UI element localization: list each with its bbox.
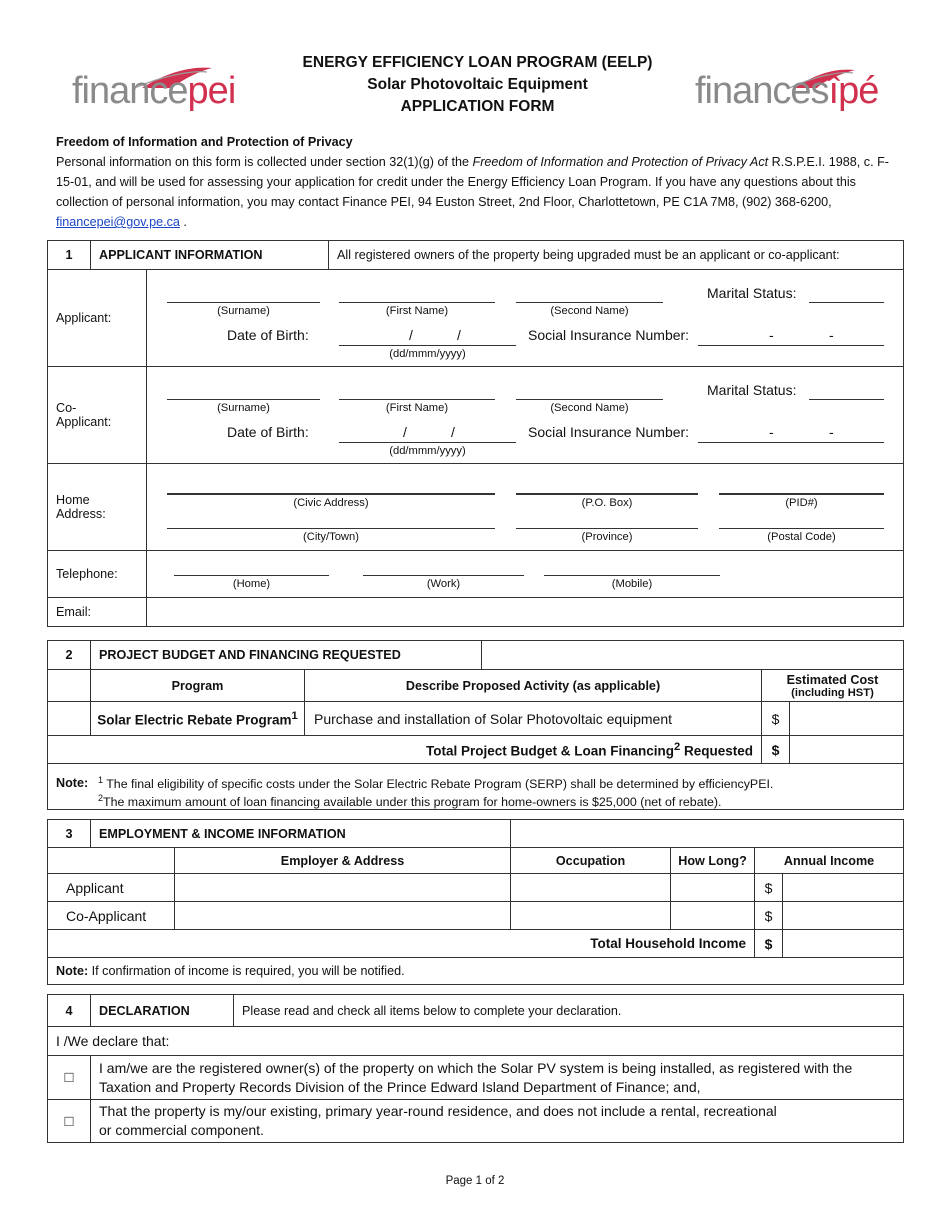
privacy-heading: Freedom of Information and Protection of Privacy <box>56 135 353 149</box>
section-number: 3 <box>48 820 91 848</box>
note-1 <box>98 773 773 791</box>
marital-status-label: Marital Status: <box>707 382 797 398</box>
total-household-income-label: Total Household Income <box>48 930 755 958</box>
applicant-marital-status-field[interactable] <box>809 302 884 305</box>
estimated-cost-field[interactable] <box>790 702 904 736</box>
program-text: Solar Electric Rebate Program <box>97 712 292 728</box>
activity-description: Purchase and installation of Solar Photovoltaic equipment <box>305 702 762 736</box>
title-line-1: ENERGY EFFICIENCY LOAN PROGRAM (EELP) <box>302 54 653 71</box>
home-address-fields <box>147 464 904 551</box>
note-2-sup: 2 <box>98 792 104 803</box>
income-note <box>48 958 904 985</box>
blank-cell <box>48 848 175 874</box>
section-declaration <box>47 994 904 1143</box>
coapplicant-sin-field[interactable] <box>698 442 884 445</box>
row-applicant-label: Applicant <box>48 874 175 902</box>
program-sup: 1 <box>291 709 298 722</box>
row-coapplicant-label: Co-Applicant <box>48 902 175 930</box>
blank-cell <box>48 670 91 702</box>
note-label: Note: <box>56 964 89 978</box>
note-label: Note: <box>56 775 89 790</box>
dob-slash: / <box>409 327 413 343</box>
dob-slash: / <box>451 424 455 440</box>
email-field[interactable] <box>147 598 904 627</box>
blank-cell <box>48 702 91 736</box>
applicant-sin-field[interactable] <box>698 345 884 348</box>
dollar-sign: $ <box>755 874 783 902</box>
applicant-occupation-field[interactable] <box>511 874 671 902</box>
applicant-surname-field[interactable]: (Surname) <box>167 302 320 317</box>
coapplicant-dob-field[interactable]: (dd/mmm/yyyy) <box>339 442 516 457</box>
item-2-line-2: or commercial component. <box>99 1122 264 1138</box>
declaration-item-2 <box>91 1100 904 1143</box>
program-name <box>91 702 305 736</box>
po-box-field[interactable]: (P.O. Box) <box>516 493 698 509</box>
total-label-text: Total Project Budget & Loan Financing <box>425 743 674 759</box>
section-applicant-information <box>47 240 904 627</box>
title-line-3: APPLICATION FORM <box>400 98 555 115</box>
city-field[interactable]: (City/Town) <box>167 528 495 543</box>
logo-text-grey: finances <box>695 70 829 112</box>
work-phone-field[interactable]: (Work) <box>363 575 524 590</box>
section-number: 2 <box>48 641 91 670</box>
dob-label: Date of Birth: <box>227 424 309 440</box>
dob-slash: / <box>403 424 407 440</box>
section-title: DECLARATION <box>91 995 234 1027</box>
telephone-fields <box>147 551 904 598</box>
budget-notes <box>98 773 773 809</box>
privacy-text <box>56 152 896 232</box>
marital-status-label: Marital Status: <box>707 285 797 301</box>
col-annual-income: Annual Income <box>755 848 904 874</box>
budget-note <box>48 764 904 810</box>
applicant-dob-field[interactable]: (dd/mmm/yyyy) <box>339 345 516 360</box>
note-1-sup: 1 <box>98 774 104 785</box>
sin-label: Social Insurance Number: <box>528 424 690 440</box>
logo-text-grey: finance <box>72 70 188 112</box>
coapplicant-label-1: Co- <box>56 401 77 415</box>
sin-dash: - <box>829 424 834 440</box>
note-2 <box>98 791 773 809</box>
postal-code-field[interactable]: (Postal Code) <box>719 528 884 543</box>
total-sup: 2 <box>673 740 681 753</box>
section-title: EMPLOYMENT & INCOME INFORMATION <box>91 820 511 848</box>
dob-slash: / <box>457 327 461 343</box>
coapplicant-occupation-field[interactable] <box>511 902 671 930</box>
total-budget-label <box>48 736 762 764</box>
privacy-tail: . <box>179 215 187 229</box>
applicant-employer-field[interactable] <box>175 874 511 902</box>
dollar-sign: $ <box>755 902 783 930</box>
coapplicant-income-field[interactable] <box>783 902 904 930</box>
income-note-text: If confirmation of income is required, you will be notified. <box>88 964 405 978</box>
section-note: All registered owners of the property being upgraded must be an applicant or co-applicant: <box>329 241 904 270</box>
applicant-how-long-field[interactable] <box>671 874 755 902</box>
note-2-text: The maximum amount of loan financing available under this program for home-owners is $25,000 (net of rebate). <box>103 794 722 809</box>
page-number: Page 1 of 2 <box>445 1175 505 1187</box>
total-budget-field[interactable] <box>790 736 904 764</box>
mobile-phone-field[interactable]: (Mobile) <box>544 575 720 590</box>
applicant-fields <box>147 270 904 367</box>
coapplicant-fields <box>147 367 904 464</box>
home-label-2: Address: <box>56 507 106 521</box>
dollar-sign: $ <box>762 702 790 736</box>
coapplicant-marital-status-field[interactable] <box>809 399 884 402</box>
dob-label: Date of Birth: <box>227 327 309 343</box>
finance-pei-logo <box>72 62 252 122</box>
civic-address-field[interactable]: (Civic Address) <box>167 493 495 509</box>
section-note: Please read and check all items below to complete your declaration. <box>234 995 904 1027</box>
col-program: Program <box>91 670 305 702</box>
section-title: APPLICANT INFORMATION <box>91 241 329 270</box>
home-label-1: Home <box>56 493 90 507</box>
section-number: 4 <box>48 995 91 1027</box>
declare-label: I /We declare that: <box>48 1027 904 1056</box>
telephone-label: Telephone: <box>48 551 147 598</box>
sin-label: Social Insurance Number: <box>528 327 690 343</box>
logo-text-pink: pei <box>187 70 236 112</box>
applicant-first-name-field[interactable]: (First Name) <box>339 302 495 317</box>
total-household-income-field[interactable] <box>783 930 904 958</box>
sin-dash: - <box>829 327 834 343</box>
home-phone-field[interactable]: (Home) <box>174 575 329 590</box>
privacy-notice <box>56 132 896 232</box>
col-how-long: How Long? <box>671 848 755 874</box>
col-cost-2: (including HST) <box>791 686 874 699</box>
privacy-text-b: R.S.P.E.I. 1988, c. F-15-01, and will be used for assessing your application for credit under the Energy Efficiency Loan Program. If you have any questions about this collection of personal information, you may contact Finance PEI, 94 Euston Street, 2nd Floor, Charlottetown, PE C1A 7M8, (902) 368-6200, <box>56 155 889 209</box>
section-title: PROJECT BUDGET AND FINANCING REQUESTED <box>91 641 482 670</box>
section-title-blank <box>482 641 904 670</box>
item-2-line-1: That the property is my/our existing, primary year-round residence, and does not include a rental, recreational <box>99 1103 777 1119</box>
section-title-blank <box>511 820 904 848</box>
dollar-sign: $ <box>755 930 783 958</box>
col-activity: Describe Proposed Activity (as applicable) <box>305 670 762 702</box>
sin-dash: - <box>769 327 774 343</box>
finances-ipe-logo <box>695 62 880 122</box>
sin-dash: - <box>769 424 774 440</box>
col-occupation: Occupation <box>511 848 671 874</box>
dollar-sign: $ <box>762 736 790 764</box>
col-cost-1: Estimated Cost <box>786 672 879 687</box>
coapplicant-label <box>48 367 147 464</box>
page-header <box>0 0 950 130</box>
pid-field[interactable]: (PID#) <box>719 493 884 509</box>
total-label-tail: Requested <box>680 743 753 759</box>
applicant-second-name-field[interactable]: (Second Name) <box>516 302 663 317</box>
coapplicant-employer-field[interactable] <box>175 902 511 930</box>
email-link[interactable]: financepei@gov.pe.ca <box>56 215 180 229</box>
province-field[interactable]: (Province) <box>516 528 698 543</box>
section-number: 1 <box>48 241 91 270</box>
declaration-checkbox-1[interactable]: ☐ <box>48 1056 91 1100</box>
coapplicant-how-long-field[interactable] <box>671 902 755 930</box>
email-label: Email: <box>48 598 147 627</box>
declaration-item-1: I am/we are the registered owner(s) of the property on which the Solar PV system is being installed, as registered with the Taxation and Property Records Division of the Prince Edward Island Department of Finance; and, <box>91 1056 904 1100</box>
coapplicant-surname-field[interactable]: (Surname) <box>167 399 320 414</box>
home-address-label <box>48 464 147 551</box>
note-1-text: The final eligibility of specific costs under the Solar Electric Rebate Program (SERP) shall be determined by efficiencyPEI. <box>103 776 774 791</box>
act-name: Freedom of Information and Protection of Privacy Act <box>472 155 769 169</box>
applicant-income-field[interactable] <box>783 874 904 902</box>
coapplicant-first-name-field[interactable]: (First Name) <box>339 399 495 414</box>
coapplicant-second-name-field[interactable]: (Second Name) <box>516 399 663 414</box>
section-employment-income <box>47 819 904 985</box>
applicant-label: Applicant: <box>48 270 147 367</box>
title-line-2: Solar Photovoltaic Equipment <box>367 76 588 93</box>
coapplicant-label-2: Applicant: <box>56 415 112 429</box>
privacy-text-a: Personal information on this form is collected under section 32(1)(g) of the <box>56 155 473 169</box>
section-project-budget <box>47 640 904 810</box>
form-title <box>250 52 705 118</box>
col-estimated-cost <box>762 670 904 702</box>
col-employer: Employer & Address <box>175 848 511 874</box>
declaration-checkbox-2[interactable]: ☐ <box>48 1100 91 1143</box>
logo-text-pink: îpé <box>828 70 879 112</box>
